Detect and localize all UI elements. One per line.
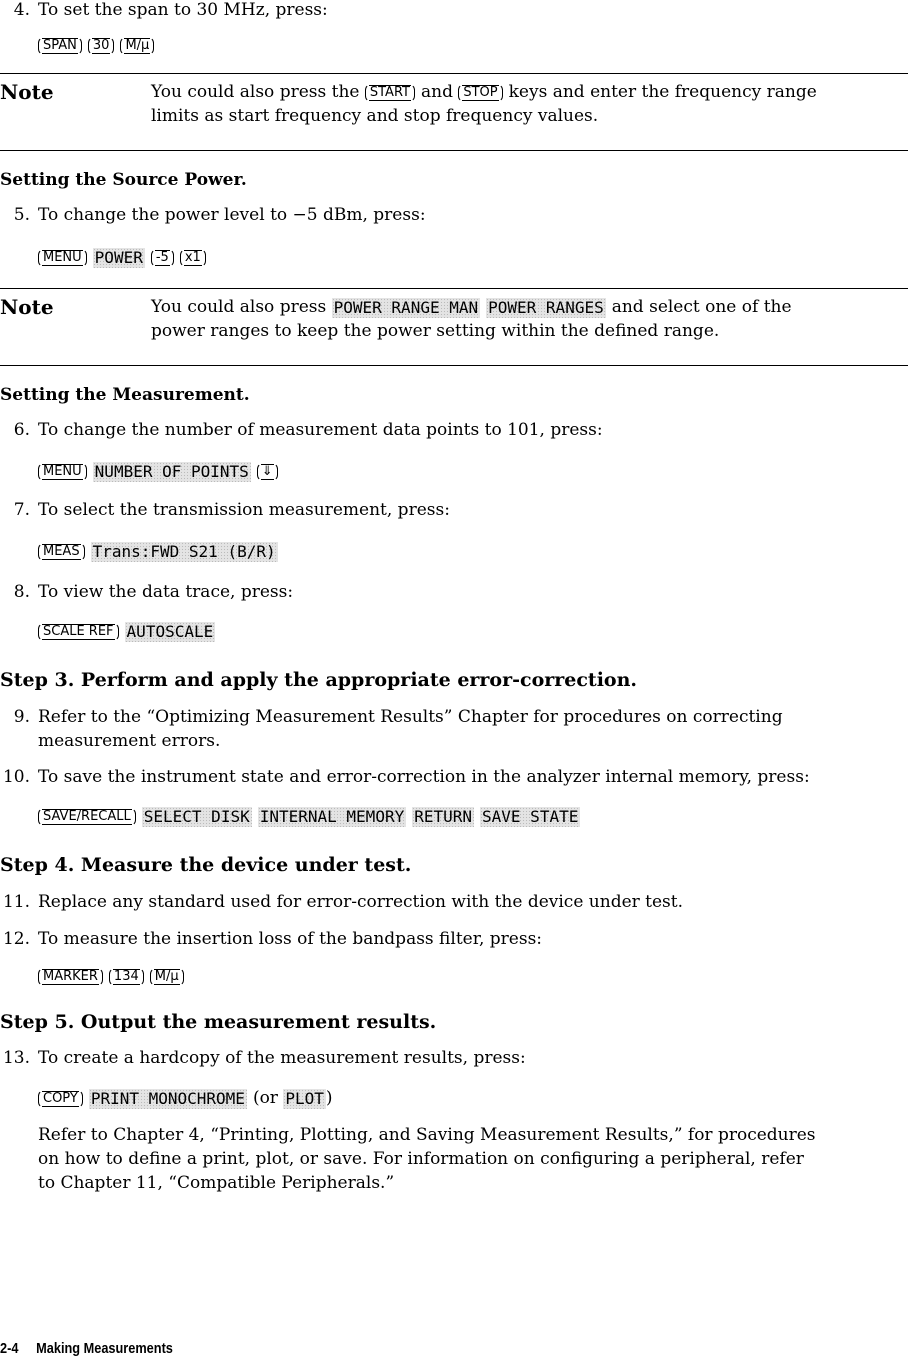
key-sequence <box>38 1086 333 1110</box>
hardkey-start[interactable]: START <box>365 84 415 102</box>
step-10-instruction <box>0 765 810 789</box>
paragraph-line: on how to define a print, plot, or save. For information on configuring a peripheral, refer <box>38 1149 804 1169</box>
softkey-plot[interactable]: PLOT <box>285 1088 324 1108</box>
section-heading: Setting the Measurement. <box>0 385 250 405</box>
item-number: 11. <box>2 892 30 912</box>
softkey-return[interactable]: RETURN <box>414 806 473 826</box>
note-text <box>151 80 817 104</box>
section-heading: Setting the Source Power. <box>0 170 247 190</box>
step-12-instruction <box>0 927 542 951</box>
instruction-text: To create a hardcopy of the measurement results, press: <box>38 1048 526 1068</box>
hardkey-stop[interactable]: STOP <box>458 84 502 102</box>
item-number: 4. <box>13 0 30 20</box>
step-4-heading: Step 4. Measure the device under test. <box>0 854 412 876</box>
instruction-text: Refer to the “Optimizing Measurement Results” Chapter for procedures on correcting <box>38 707 783 727</box>
instruction-text: To change the power level to −5 dBm, press: <box>38 205 426 225</box>
text: You could also press the <box>151 82 360 102</box>
instruction-text: To select the transmission measurement, press: <box>38 500 450 520</box>
item-number: 9. <box>13 707 30 727</box>
instruction-text: To save the instrument state and error-correction in the analyzer internal memory, press: <box>38 767 810 787</box>
hardkey-m-mu[interactable]: M/μ <box>150 968 184 986</box>
key-sequence <box>38 245 212 269</box>
hardkey-menu[interactable]: MENU <box>38 249 87 267</box>
text: ) <box>325 1088 333 1108</box>
softkey-trans-fwd-s21[interactable]: Trans:FWD S21 (B/R) <box>92 541 276 561</box>
text: keys and enter the frequency range <box>508 82 817 102</box>
key-sequence <box>38 539 284 563</box>
key-sequence <box>38 964 190 988</box>
hardkey-m-mu[interactable]: M/μ <box>120 37 154 55</box>
note-label: Note <box>0 80 54 104</box>
item-number: 10. <box>2 767 30 787</box>
section-title: Making Measurements <box>36 1340 173 1357</box>
softkey-power-range-man[interactable]: POWER RANGE MAN <box>333 297 479 317</box>
hardkey-copy[interactable]: COPY <box>38 1090 83 1108</box>
item-number: 8. <box>13 582 30 602</box>
softkey-internal-memory[interactable]: INTERNAL MEMORY <box>259 806 405 826</box>
instruction-text: To view the data trace, press: <box>38 582 294 602</box>
softkey-print-monochrome[interactable]: PRINT MONOCHROME <box>90 1088 245 1108</box>
softkey-power[interactable]: POWER <box>94 247 143 267</box>
hardkey-meas[interactable]: MEAS <box>38 543 85 561</box>
key-sequence <box>38 459 284 483</box>
text: (or <box>252 1088 278 1108</box>
note-text <box>151 295 792 319</box>
item-number: 5. <box>13 205 30 225</box>
paragraph-line: Refer to Chapter 4, “Printing, Plotting, and Saving Measurement Results,” for procedures <box>38 1125 816 1145</box>
note-label: Note <box>0 295 54 319</box>
item-number: 7. <box>13 500 30 520</box>
softkey-select-disk[interactable]: SELECT DISK <box>143 806 250 826</box>
instruction-text: To set the span to 30 MHz, press: <box>38 0 328 20</box>
text: and <box>420 82 453 102</box>
text: You could also press <box>151 297 327 317</box>
step-5-heading: Step 5. Output the measurement results. <box>0 1011 437 1033</box>
step-7-instruction <box>0 498 450 522</box>
instruction-text: To measure the insertion loss of the bandpass filter, press: <box>38 929 543 949</box>
note-text-line2: power ranges to keep the power setting within the defined range. <box>151 321 720 341</box>
step-11-instruction <box>0 890 683 914</box>
step-3-heading: Step 3. Perform and apply the appropriate error-correction. <box>0 669 638 691</box>
item-number: 12. <box>2 929 30 949</box>
hardkey-30[interactable]: 30 <box>88 37 115 55</box>
softkey-autoscale[interactable]: AUTOSCALE <box>126 621 214 641</box>
divider <box>0 365 908 366</box>
hardkey-134[interactable]: 134 <box>109 968 144 986</box>
step-6-instruction <box>0 418 603 442</box>
key-sequence <box>38 804 586 828</box>
key-sequence <box>38 619 221 643</box>
hardkey-scale-ref[interactable]: SCALE REF <box>38 623 119 641</box>
softkey-number-of-points[interactable]: NUMBER OF POINTS <box>94 461 249 481</box>
step-9-instruction <box>0 705 783 729</box>
text: and select one of the <box>611 297 792 317</box>
note-text-line2: limits as start frequency and stop frequency values. <box>151 106 599 126</box>
page-number: 2-4 <box>0 1340 19 1357</box>
hardkey-save-recall[interactable]: SAVE/RECALL <box>38 808 136 826</box>
divider <box>0 288 908 289</box>
item-number: 6. <box>13 420 30 440</box>
instruction-text: To change the number of measurement data points to 101, press: <box>38 420 603 440</box>
key-sequence <box>38 33 160 57</box>
paragraph-line: to Chapter 11, “Compatible Peripherals.” <box>38 1173 395 1193</box>
step-13-instruction <box>0 1046 526 1070</box>
softkey-power-ranges[interactable]: POWER RANGES <box>488 297 604 317</box>
hardkey-span[interactable]: SPAN <box>38 37 82 55</box>
item-number: 13. <box>2 1048 30 1068</box>
instruction-text: Replace any standard used for error-correction with the device under test. <box>38 892 684 912</box>
step-9-line2: measurement errors. <box>38 731 221 751</box>
hardkey-menu[interactable]: MENU <box>38 463 87 481</box>
hardkey-marker[interactable]: MARKER <box>38 968 103 986</box>
step-5-instruction <box>0 203 426 227</box>
softkey-save-state[interactable]: SAVE STATE <box>482 806 579 826</box>
divider <box>0 150 908 151</box>
step-4-instruction <box>0 0 328 22</box>
hardkey-x1[interactable]: x1 <box>180 249 206 267</box>
hardkey-down-arrow[interactable]: ⇓ <box>257 463 278 481</box>
divider <box>0 73 908 74</box>
page-footer <box>0 1340 173 1357</box>
step-8-instruction <box>0 580 293 604</box>
hardkey-minus-5[interactable]: -5 <box>151 249 174 267</box>
